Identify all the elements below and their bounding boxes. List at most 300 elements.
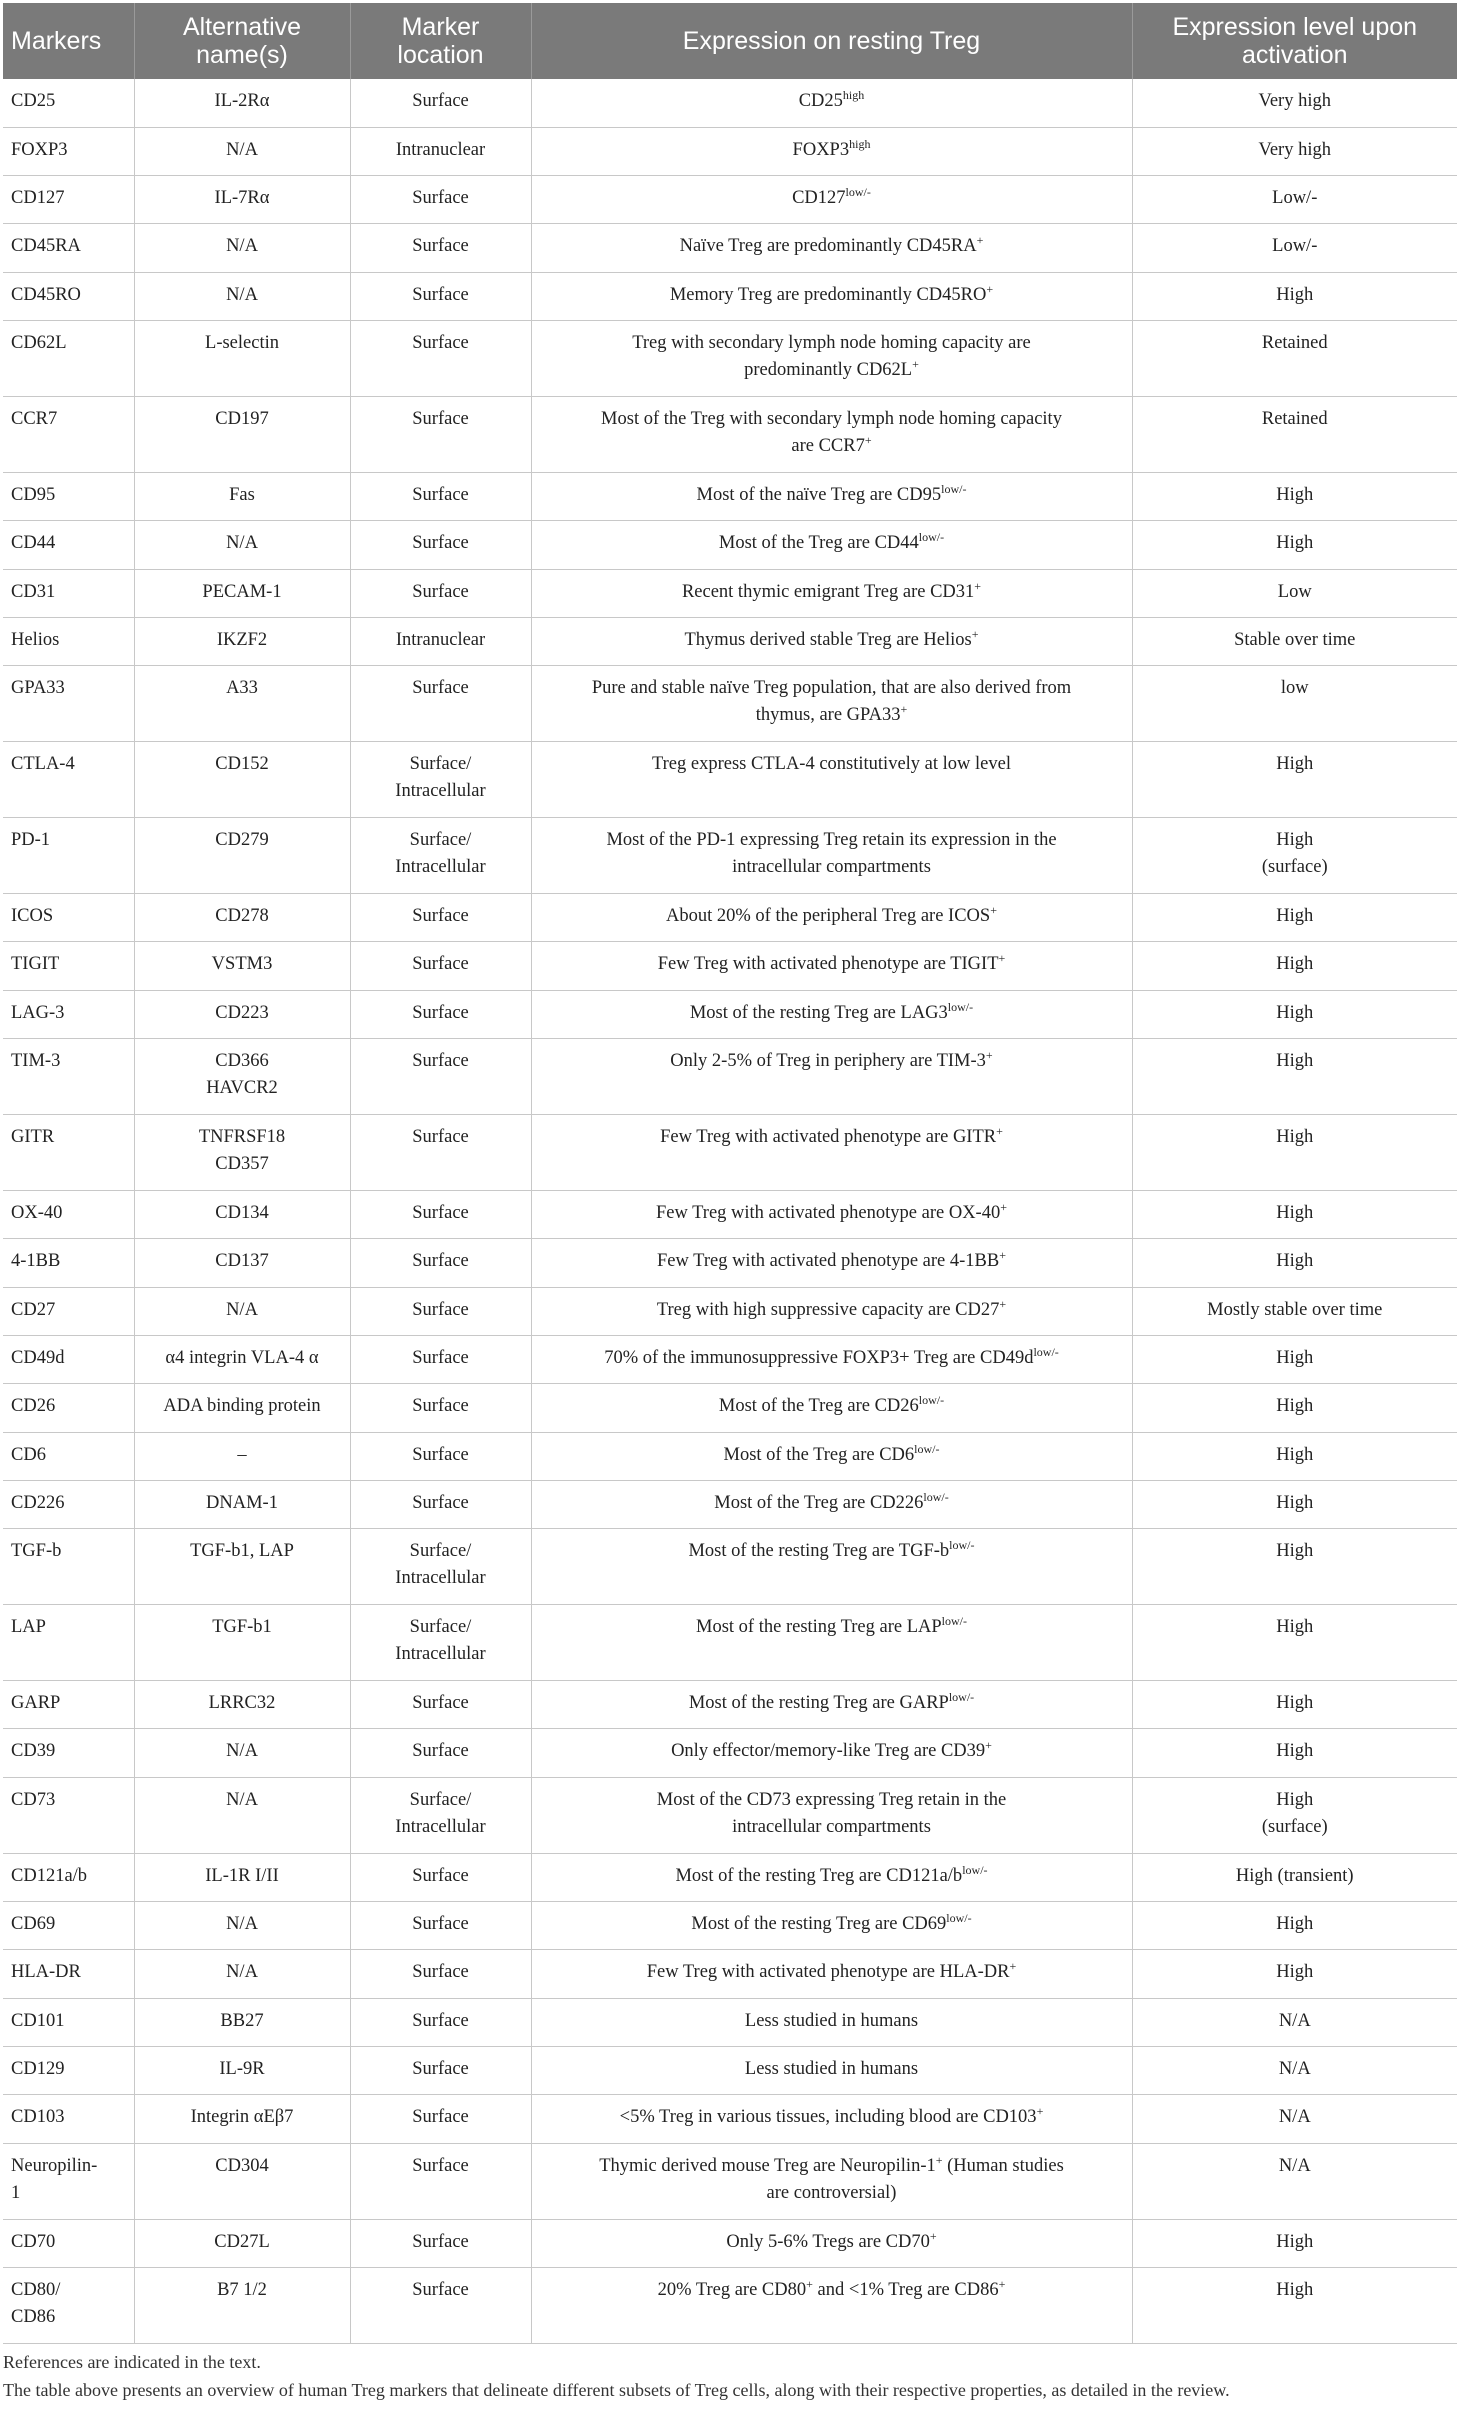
expression-superscript: +	[976, 233, 984, 248]
marker-cell	[3, 272, 134, 320]
expression-resting-cell	[531, 272, 1132, 320]
alternative-name-cell-line: L-selectin	[205, 332, 279, 353]
expression-resting-line	[538, 330, 1126, 357]
marker-location-cell	[350, 1115, 531, 1191]
marker-cell-line: CD49d	[11, 1347, 65, 1368]
marker-location-cell	[350, 1853, 531, 1901]
marker-cell	[3, 617, 134, 665]
alternative-name-cell-line: CD134	[215, 1203, 269, 1224]
expression-text: Less studied in humans	[744, 2058, 919, 2079]
expression-superscript: +	[935, 2152, 943, 2167]
marker-location-cell	[350, 1287, 531, 1335]
expression-activation-cell-line: Mostly stable over time	[1207, 1299, 1383, 1320]
marker-cell-line: PD-1	[11, 830, 51, 851]
expression-text: Treg with secondary lymph node homing capacity are	[632, 332, 1031, 353]
marker-cell-line: LAG-3	[11, 1002, 65, 1023]
marker-location-cell-line: Surface/	[409, 830, 472, 851]
marker-cell	[3, 1039, 134, 1115]
expression-superscript: low/-	[962, 1862, 988, 1877]
alternative-name-cell-line: N/A	[226, 1789, 258, 1810]
expression-resting-line	[538, 1538, 1126, 1565]
alternative-name-cell	[134, 1605, 350, 1681]
expression-resting-cell	[531, 1480, 1132, 1528]
expression-resting-cell	[531, 1902, 1132, 1950]
expression-activation-cell-line: High	[1276, 1347, 1314, 1368]
expression-activation-cell	[1132, 2143, 1457, 2219]
expression-text: FOXP3	[792, 139, 850, 160]
marker-location-cell	[350, 617, 531, 665]
expression-superscript: +	[929, 2228, 937, 2243]
expression-activation-cell-line: Low/-	[1272, 236, 1318, 257]
table-row	[3, 1239, 1457, 1287]
table-row	[3, 1480, 1457, 1528]
marker-location-cell-line: Intranuclear	[395, 139, 486, 160]
table-row	[3, 1950, 1457, 1998]
alternative-name-cell-line: BB27	[220, 2010, 264, 2031]
marker-location-cell-line: Surface	[412, 2107, 469, 2128]
marker-location-cell	[350, 1039, 531, 1115]
marker-location-cell-line: Surface	[412, 332, 469, 353]
expression-superscript: high	[842, 87, 865, 102]
table-row	[3, 1432, 1457, 1480]
alternative-name-cell	[134, 472, 350, 520]
expression-resting-cell	[531, 521, 1132, 569]
marker-cell-line: 4-1BB	[11, 1251, 61, 1272]
expression-resting-line	[538, 1614, 1126, 1641]
expression-resting-line	[538, 406, 1126, 433]
expression-activation-cell	[1132, 1335, 1457, 1383]
marker-location-cell-line: Surface	[412, 1299, 469, 1320]
marker-location-cell	[350, 521, 531, 569]
expression-resting-line	[538, 579, 1126, 606]
alternative-name-cell-line: IKZF2	[216, 629, 268, 650]
marker-location-cell-line: Surface	[412, 188, 469, 209]
expression-resting-line	[538, 1345, 1126, 1372]
table-row	[3, 320, 1457, 396]
expression-activation-cell	[1132, 742, 1457, 818]
alternative-name-cell-line: α4 integrin VLA-4 α	[165, 1347, 319, 1368]
footnote-references: References are indicated in the text.	[3, 2351, 261, 2372]
expression-text: About 20% of the peripheral Treg are ICOS	[666, 906, 991, 927]
marker-cell-line: GITR	[11, 1127, 55, 1148]
table-row	[3, 1191, 1457, 1239]
marker-location-cell-line: Surface	[412, 1865, 469, 1886]
expression-superscript: +	[912, 356, 919, 371]
table-row	[3, 1853, 1457, 1901]
expression-activation-cell-line: High	[1276, 1203, 1314, 1224]
expression-resting-cell	[531, 1384, 1132, 1432]
expression-text: Most of the Treg are CD26	[718, 1396, 919, 1417]
marker-cell	[3, 472, 134, 520]
header-expression-resting: Expression on resting Treg	[531, 3, 1132, 79]
table-row	[3, 742, 1457, 818]
table-row	[3, 1605, 1457, 1681]
alternative-name-cell-line: CD27L	[214, 2231, 270, 2252]
expression-activation-cell-line: High	[1276, 1789, 1314, 1810]
marker-cell-line: GARP	[11, 1693, 61, 1714]
expression-resting-cell	[531, 2143, 1132, 2219]
marker-cell	[3, 79, 134, 127]
expression-superscript: +	[985, 1047, 993, 1062]
marker-cell	[3, 666, 134, 742]
expression-text: Most of the resting Treg are LAP	[696, 1617, 942, 1638]
table-row	[3, 1115, 1457, 1191]
expression-activation-cell	[1132, 1902, 1457, 1950]
marker-location-cell-line: Surface	[412, 906, 469, 927]
marker-cell-line: GPA33	[11, 678, 65, 699]
marker-location-cell-line: Surface	[412, 678, 469, 699]
expression-resting-cell	[531, 1115, 1132, 1191]
expression-superscript: low/-	[948, 1689, 975, 1704]
expression-activation-cell	[1132, 320, 1457, 396]
expression-text: Most of the Treg with secondary lymph node homing capacity	[601, 408, 1062, 429]
alternative-name-cell	[134, 1529, 350, 1605]
expression-resting-cell	[531, 942, 1132, 990]
expression-activation-cell	[1132, 617, 1457, 665]
expression-resting-line	[538, 2008, 1126, 2035]
table-body	[3, 79, 1457, 2343]
marker-cell-line: CD129	[11, 2058, 65, 2079]
table-row	[3, 1681, 1457, 1729]
marker-cell	[3, 396, 134, 472]
expression-resting-line	[538, 2229, 1126, 2256]
expression-resting-line: intracellular compartments	[732, 1816, 931, 1837]
table-row	[3, 1384, 1457, 1432]
expression-superscript: +	[974, 578, 982, 593]
marker-location-cell-line: Surface	[412, 1693, 469, 1714]
marker-location-cell-line: Surface	[412, 1002, 469, 1023]
expression-activation-cell-line: High	[1276, 1396, 1314, 1417]
table-row	[3, 1287, 1457, 1335]
expression-resting-cell	[531, 79, 1132, 127]
expression-text-continued: (Human studies	[942, 2155, 1064, 2176]
expression-resting-line	[538, 1690, 1126, 1717]
expression-resting-cell	[531, 1039, 1132, 1115]
marker-cell-line: CD6	[11, 1444, 46, 1465]
alternative-name-cell-line: N/A	[226, 1741, 258, 1762]
marker-cell-line: Neuropilin-	[11, 2155, 98, 2176]
expression-resting-cell	[531, 2095, 1132, 2143]
table-row	[3, 2095, 1457, 2143]
expression-text: Most of the resting Treg are CD121a/b	[675, 1865, 963, 1886]
marker-cell-line: CD86	[11, 2306, 56, 2327]
expression-activation-cell-line: High	[1276, 754, 1314, 775]
expression-activation-cell	[1132, 1681, 1457, 1729]
expression-resting-line	[538, 1048, 1126, 1075]
marker-cell-line: CD103	[11, 2107, 65, 2128]
treg-markers-table	[3, 3, 1457, 2344]
table-footnotes	[3, 2344, 1457, 2404]
expression-resting-cell	[531, 2267, 1132, 2343]
expression-text: 70% of the immunosuppressive FOXP3+ Treg are CD49d	[604, 1347, 1034, 1368]
expression-resting-line	[538, 357, 1126, 384]
marker-cell	[3, 1529, 134, 1605]
expression-activation-cell-line: N/A	[1278, 2010, 1311, 2031]
expression-activation-cell-line: High	[1276, 1251, 1314, 1272]
marker-location-cell-line: Surface	[412, 1741, 469, 1762]
expression-superscript: low/-	[918, 530, 945, 545]
marker-location-cell-line: Surface/	[409, 1541, 472, 1562]
expression-superscript: low/-	[941, 481, 967, 496]
marker-cell-line: CD101	[11, 2010, 65, 2031]
expression-resting-line	[538, 1124, 1126, 1151]
header-alternative-names: Alternative name(s)	[134, 3, 350, 79]
expression-resting-line	[538, 1863, 1126, 1890]
marker-cell-line: CD80/	[11, 2279, 61, 2300]
marker-cell	[3, 1681, 134, 1729]
marker-cell	[3, 742, 134, 818]
expression-resting-line	[538, 2277, 1126, 2304]
expression-activation-cell	[1132, 942, 1457, 990]
marker-table-container	[3, 3, 1457, 2404]
marker-cell	[3, 176, 134, 224]
marker-cell-line: CD62L	[11, 332, 67, 353]
alternative-name-cell	[134, 521, 350, 569]
alternative-name-cell-line: DNAM-1	[206, 1492, 278, 1513]
marker-location-cell	[350, 990, 531, 1038]
marker-cell	[3, 2046, 134, 2094]
expression-resting-cell	[531, 1777, 1132, 1853]
expression-superscript: +	[986, 281, 994, 296]
marker-location-cell-line: Surface	[412, 1051, 469, 1072]
marker-location-cell-line: Surface	[412, 1492, 469, 1513]
marker-cell	[3, 818, 134, 894]
table-row	[3, 1998, 1457, 2046]
expression-resting-cell	[531, 617, 1132, 665]
expression-text: Few Treg with activated phenotype are GITR	[660, 1127, 997, 1148]
marker-location-cell	[350, 1681, 531, 1729]
expression-resting-line	[538, 433, 1126, 460]
table-row	[3, 818, 1457, 894]
expression-superscript: +	[971, 626, 979, 641]
marker-location-cell	[350, 1902, 531, 1950]
expression-resting-cell	[531, 1950, 1132, 1998]
expression-activation-cell	[1132, 127, 1457, 175]
expression-text: Few Treg with activated phenotype are HLA-DR	[646, 1962, 1010, 1983]
expression-text: are CCR7	[791, 435, 865, 456]
expression-activation-cell-line: High	[1276, 533, 1314, 554]
table-row	[3, 1529, 1457, 1605]
expression-activation-cell-line: Very high	[1258, 139, 1331, 160]
alternative-name-cell-line: CD279	[215, 830, 269, 851]
table-row	[3, 2219, 1457, 2267]
expression-resting-cell	[531, 176, 1132, 224]
expression-activation-cell-line: High	[1276, 830, 1314, 851]
alternative-name-cell-line: HAVCR2	[206, 1078, 278, 1099]
marker-location-cell	[350, 1950, 531, 1998]
table-row	[3, 472, 1457, 520]
table-row	[3, 894, 1457, 942]
alternative-name-cell	[134, 666, 350, 742]
alternative-name-cell	[134, 1681, 350, 1729]
table-row	[3, 272, 1457, 320]
expression-text: Only 5-6% Tregs are CD70	[726, 2231, 930, 2252]
expression-resting-cell	[531, 1605, 1132, 1681]
expression-resting-cell	[531, 2046, 1132, 2094]
expression-activation-cell-line: High	[1276, 1741, 1314, 1762]
expression-text: Only 2-5% of Treg in periphery are TIM-3	[670, 1051, 986, 1072]
header-row	[3, 3, 1457, 79]
alternative-name-cell-line: CD223	[215, 1002, 269, 1023]
expression-resting-cell	[531, 742, 1132, 818]
expression-activation-cell-line: High	[1276, 484, 1314, 505]
marker-location-cell-line: Surface	[412, 2231, 469, 2252]
marker-cell-line: CD27	[11, 1299, 56, 1320]
alternative-name-cell	[134, 2046, 350, 2094]
alternative-name-cell	[134, 617, 350, 665]
expression-activation-cell-line: High	[1276, 2231, 1314, 2252]
alternative-name-cell-line: TGF-b1, LAP	[190, 1541, 294, 1562]
expression-activation-cell-line: High	[1276, 1127, 1314, 1148]
alternative-name-cell	[134, 1384, 350, 1432]
alternative-name-cell	[134, 272, 350, 320]
expression-resting-line	[538, 1738, 1126, 1765]
expression-activation-cell	[1132, 1853, 1457, 1901]
alternative-name-cell-line: CD152	[215, 754, 269, 775]
marker-cell	[3, 1777, 134, 1853]
marker-cell-line: CD121a/b	[11, 1865, 88, 1886]
expression-text: thymus, are GPA33	[755, 705, 901, 726]
expression-activation-cell-line: High (transient)	[1235, 1865, 1354, 1886]
expression-resting-line	[538, 1248, 1126, 1275]
alternative-name-cell	[134, 569, 350, 617]
marker-cell	[3, 1384, 134, 1432]
expression-activation-cell-line: High	[1276, 1051, 1314, 1072]
expression-activation-cell	[1132, 1239, 1457, 1287]
marker-location-cell	[350, 1432, 531, 1480]
expression-activation-cell-line: Very high	[1258, 91, 1331, 111]
expression-resting-line	[538, 137, 1126, 164]
marker-location-cell	[350, 2267, 531, 2343]
expression-resting-line	[538, 702, 1126, 729]
expression-activation-cell-line: N/A	[1278, 2107, 1311, 2128]
expression-superscript: low/-	[949, 1537, 975, 1552]
marker-cell	[3, 1853, 134, 1901]
expression-activation-cell	[1132, 990, 1457, 1038]
marker-cell	[3, 569, 134, 617]
expression-activation-cell-line: High	[1276, 906, 1314, 927]
expression-activation-cell-line: Retained	[1261, 332, 1328, 353]
expression-text: Most of the resting Treg are GARP	[688, 1693, 949, 1714]
marker-location-cell-line: Surface/	[409, 1789, 472, 1810]
expression-activation-cell-line: Low	[1277, 581, 1312, 602]
expression-activation-cell-line: High	[1276, 1617, 1314, 1638]
marker-location-cell	[350, 79, 531, 127]
table-row	[3, 521, 1457, 569]
expression-superscript: +	[996, 1123, 1003, 1138]
table-row	[3, 2046, 1457, 2094]
marker-cell	[3, 1605, 134, 1681]
expression-superscript: +	[999, 1248, 1006, 1263]
alternative-name-cell	[134, 1335, 350, 1383]
marker-cell	[3, 1902, 134, 1950]
expression-resting-line	[538, 1442, 1126, 1469]
marker-location-cell	[350, 1191, 531, 1239]
marker-cell-line: CD73	[11, 1789, 56, 1810]
expression-activation-cell-line: High	[1276, 1693, 1314, 1714]
expression-text: Most of the Treg are CD44	[718, 533, 919, 554]
marker-cell-line: CD39	[11, 1741, 56, 1762]
table-row	[3, 2143, 1457, 2219]
marker-cell	[3, 1950, 134, 1998]
table-row	[3, 990, 1457, 1038]
expression-activation-cell	[1132, 818, 1457, 894]
marker-cell-line: CD45RO	[11, 284, 81, 305]
alternative-name-cell	[134, 1480, 350, 1528]
marker-location-cell-line: Surface	[412, 91, 469, 111]
marker-location-cell	[350, 396, 531, 472]
alternative-name-cell	[134, 396, 350, 472]
expression-activation-cell	[1132, 666, 1457, 742]
marker-cell-line: TIGIT	[11, 954, 60, 975]
expression-resting-line	[538, 530, 1126, 557]
expression-text: Most of the CD73 expressing Treg retain in the	[656, 1789, 1007, 1810]
marker-location-cell-line: Intracellular	[395, 1816, 486, 1837]
expression-resting-cell	[531, 127, 1132, 175]
expression-activation-cell	[1132, 224, 1457, 272]
table-row	[3, 569, 1457, 617]
expression-resting-line	[538, 1297, 1126, 1324]
expression-resting-line: intracellular compartments	[732, 857, 931, 878]
marker-cell-line: LAP	[11, 1617, 46, 1638]
alternative-name-cell	[134, 224, 350, 272]
alternative-name-cell-line: N/A	[226, 533, 258, 554]
header-markers: Markers	[3, 3, 134, 79]
table-row	[3, 1902, 1457, 1950]
marker-location-cell	[350, 1239, 531, 1287]
marker-location-cell-line: Surface	[412, 2058, 469, 2079]
marker-location-cell-line: Surface	[412, 408, 469, 429]
table-row	[3, 666, 1457, 742]
marker-cell-line: CD26	[11, 1396, 56, 1417]
marker-location-cell-line: Intracellular	[395, 781, 486, 802]
table-row	[3, 127, 1457, 175]
expression-text: CD127	[792, 188, 846, 209]
alternative-name-cell-line: IL-2Rα	[214, 91, 270, 111]
expression-resting-line	[538, 951, 1126, 978]
expression-activation-cell	[1132, 2267, 1457, 2343]
expression-activation-cell	[1132, 1432, 1457, 1480]
alternative-name-cell-line: B7 1/2	[217, 2279, 267, 2300]
marker-location-cell	[350, 818, 531, 894]
alternative-name-cell	[134, 1902, 350, 1950]
expression-superscript: low/-	[941, 1613, 967, 1628]
alternative-name-cell	[134, 1191, 350, 1239]
marker-location-cell-line: Surface	[412, 1251, 469, 1272]
marker-cell	[3, 1480, 134, 1528]
expression-text: <5% Treg in various tissues, including blood are CD103	[619, 2107, 1037, 2128]
marker-cell-line: CD69	[11, 1914, 56, 1935]
marker-location-cell-line: Surface	[412, 2010, 469, 2031]
marker-location-cell-line: Intracellular	[395, 1644, 486, 1665]
expression-resting-line	[538, 1490, 1126, 1517]
expression-activation-cell	[1132, 1950, 1457, 1998]
alternative-name-cell-line: CD137	[215, 1251, 269, 1272]
expression-text: Thymus derived stable Treg are Helios	[684, 629, 972, 650]
marker-location-cell-line: Surface	[412, 284, 469, 305]
marker-location-cell-line: Surface/	[409, 754, 472, 775]
alternative-name-cell	[134, 1729, 350, 1777]
expression-resting-cell	[531, 1729, 1132, 1777]
marker-location-cell	[350, 472, 531, 520]
expression-activation-cell-line: High	[1276, 1492, 1314, 1513]
expression-superscript: low/-	[1033, 1344, 1059, 1359]
marker-cell-line: TIM-3	[11, 1051, 61, 1072]
marker-location-cell-line: Intranuclear	[395, 629, 486, 650]
alternative-name-cell-line: IL-7Rα	[214, 188, 270, 209]
expression-text: Most of the Treg are CD6	[723, 1444, 915, 1465]
footnote-description: The table above presents an overview of human Treg markers that delineate different subsets of Treg cells, along with their respective properties, as detailed in the review.	[3, 2379, 1230, 2400]
